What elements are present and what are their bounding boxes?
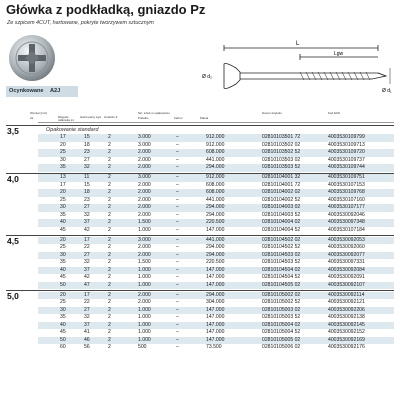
cell-pallet: 294.000 bbox=[206, 204, 225, 210]
cell-pz: 2 bbox=[108, 211, 111, 218]
cell-box: 2.000 bbox=[138, 204, 151, 210]
cell-article: 02810104003 52 bbox=[262, 211, 301, 218]
cell-length: 35 bbox=[60, 259, 66, 265]
cell-thread: 32 bbox=[84, 259, 90, 265]
cell-pallet: 441.000 bbox=[206, 156, 225, 163]
cell-box: 2.000 bbox=[138, 149, 151, 155]
col-length: Długość całkowita L1 bbox=[58, 115, 74, 123]
cell-pz: 2 bbox=[108, 226, 111, 233]
cell-length: 60 bbox=[60, 344, 66, 350]
cell-carton: – bbox=[176, 336, 179, 343]
cell-pz: 2 bbox=[108, 164, 111, 170]
cell-article: 02810105002 02 bbox=[262, 291, 301, 298]
cell-length: 45 bbox=[60, 226, 66, 233]
cell-pallet: 608.000 bbox=[206, 149, 225, 155]
cell-article: 02810104003 02 bbox=[262, 204, 301, 210]
cell-pallet: 608.000 bbox=[206, 189, 225, 195]
cell-thread: 27 bbox=[84, 306, 90, 313]
table-row bbox=[38, 282, 394, 290]
cell-box: 3.000 bbox=[138, 134, 151, 140]
diagram-label-d1: Ø d₁ bbox=[382, 88, 392, 94]
cell-box: 1.000 bbox=[138, 266, 151, 273]
cell-length: 25 bbox=[60, 299, 66, 305]
table-row bbox=[38, 204, 394, 212]
table-row bbox=[38, 322, 394, 330]
cell-thread: 23 bbox=[84, 196, 90, 203]
cell-article: 02810104503 52 bbox=[262, 259, 301, 265]
cell-pallet: 147.000 bbox=[206, 314, 225, 320]
cell-pz: 2 bbox=[108, 141, 111, 148]
cell-article: 02810105003 52 bbox=[262, 314, 301, 320]
cell-box: 1.500 bbox=[138, 259, 151, 265]
cell-ean: 4003530097348 bbox=[328, 219, 365, 225]
cell-length: 25 bbox=[60, 149, 66, 155]
cell-ean: 4003530092138 bbox=[328, 314, 365, 320]
cell-thread: 47 bbox=[84, 281, 90, 288]
cell-pallet: 294.000 bbox=[206, 211, 225, 218]
cell-length: 35 bbox=[60, 314, 66, 320]
cell-length: 20 bbox=[60, 141, 66, 148]
cell-carton: – bbox=[176, 306, 179, 313]
cell-pz: 2 bbox=[108, 134, 111, 140]
cell-pallet: 220.500 bbox=[206, 219, 225, 225]
cell-pallet: 147.000 bbox=[206, 336, 225, 343]
cell-box: 1.000 bbox=[138, 321, 151, 328]
cell-thread: 18 bbox=[84, 189, 90, 195]
page-title: Główka z podkładką, gniazdo Pz bbox=[6, 2, 206, 17]
cell-pz: 2 bbox=[108, 189, 111, 195]
cell-thread: 42 bbox=[84, 226, 90, 233]
cell-pallet: 441.000 bbox=[206, 196, 225, 203]
cell-length: 40 bbox=[60, 219, 66, 225]
cell-carton: – bbox=[176, 314, 179, 320]
cell-carton: – bbox=[176, 321, 179, 328]
cell-thread: 23 bbox=[84, 149, 90, 155]
cell-length: 30 bbox=[60, 251, 66, 258]
cell-carton: – bbox=[176, 219, 179, 225]
cell-pallet: 220.500 bbox=[206, 259, 225, 265]
cell-thread: 41 bbox=[84, 329, 90, 335]
diagram-label-l: L bbox=[296, 41, 300, 47]
cell-box: 1.000 bbox=[138, 306, 151, 313]
cell-length: 30 bbox=[60, 306, 66, 313]
cell-box: 2.000 bbox=[138, 251, 151, 258]
table-row bbox=[38, 259, 394, 267]
cell-box: 2.000 bbox=[138, 164, 151, 170]
cell-thread: 27 bbox=[84, 251, 90, 258]
cell-pz: 2 bbox=[108, 281, 111, 288]
cell-pz: 2 bbox=[108, 244, 111, 250]
cell-box: 2.000 bbox=[138, 189, 151, 195]
cell-pallet: 147.000 bbox=[206, 226, 225, 233]
cell-pz: 2 bbox=[108, 181, 111, 188]
cell-pz: 2 bbox=[108, 236, 111, 243]
col-pack-group: Szt. sztuk w opakowaniu bbox=[138, 111, 170, 115]
cell-carton: – bbox=[176, 204, 179, 210]
col-carton: Karton bbox=[174, 116, 183, 120]
col-sizes: Wymiar [mm] bbox=[30, 111, 47, 115]
table-row bbox=[38, 307, 394, 315]
cell-pz: 2 bbox=[108, 204, 111, 210]
cell-ean: 4003530092091 bbox=[328, 274, 365, 280]
cell-box: 1.500 bbox=[138, 219, 151, 225]
cell-thread: 17 bbox=[84, 236, 90, 243]
cell-ean: 4003530092046 bbox=[328, 211, 365, 218]
cell-ean: 4003530109713 bbox=[328, 141, 365, 148]
table-row bbox=[38, 134, 394, 142]
finish-bar bbox=[6, 86, 78, 97]
cell-pallet: 294.000 bbox=[206, 164, 225, 170]
cell-length: 40 bbox=[60, 266, 66, 273]
cell-ean: 4003530092077 bbox=[328, 251, 365, 258]
cell-article: 02810105004 52 bbox=[262, 329, 301, 335]
cell-thread: 11 bbox=[84, 174, 90, 180]
cell-ean: 4003530109744 bbox=[328, 164, 365, 170]
cell-article: 02810104002 52 bbox=[262, 196, 301, 203]
page-subtitle: Ze szpicem 4CUT, hartowane, pokryte tworzywem sztucznym bbox=[7, 20, 154, 26]
cell-box: 2.000 bbox=[138, 244, 151, 250]
cell-article: 02810103503 52 bbox=[262, 164, 301, 170]
cell-ean: 4003530107184 bbox=[328, 226, 365, 233]
cell-pallet: 147.000 bbox=[206, 281, 225, 288]
table-row bbox=[38, 337, 394, 345]
cell-pz: 2 bbox=[108, 196, 111, 203]
cell-thread: 22 bbox=[84, 244, 90, 250]
cell-box: 1.000 bbox=[138, 226, 151, 233]
cell-pz: 2 bbox=[108, 336, 111, 343]
cell-article: 02810104002 02 bbox=[262, 189, 301, 195]
cell-length: 35 bbox=[60, 164, 66, 170]
table-row bbox=[38, 142, 394, 150]
cell-article: 02810104502 02 bbox=[262, 236, 301, 243]
cell-thread: 46 bbox=[84, 336, 90, 343]
cell-carton: – bbox=[176, 244, 179, 250]
group-diameter-label: 5,0 bbox=[7, 291, 19, 301]
cell-pallet: 304.000 bbox=[206, 299, 225, 305]
table-row bbox=[38, 244, 394, 252]
col-ean: Kod EAN bbox=[328, 111, 340, 115]
cell-pz: 2 bbox=[108, 329, 111, 335]
cell-pz: 2 bbox=[108, 251, 111, 258]
cell-article: 02810104001 32 bbox=[262, 174, 301, 180]
cell-box: 2.000 bbox=[138, 211, 151, 218]
cell-carton: – bbox=[176, 274, 179, 280]
cell-length: 35 bbox=[60, 211, 66, 218]
cell-length: 25 bbox=[60, 244, 66, 250]
cell-article: 02810104502 52 bbox=[262, 244, 301, 250]
cell-pz: 2 bbox=[108, 274, 111, 280]
cell-ean: 4003530109751 bbox=[328, 174, 365, 180]
cell-thread: 32 bbox=[84, 211, 90, 218]
table-row bbox=[38, 219, 394, 227]
cell-pz: 2 bbox=[108, 174, 111, 180]
cell-pallet: 147.000 bbox=[206, 274, 225, 280]
table-row bbox=[38, 274, 394, 282]
cell-thread: 37 bbox=[84, 219, 90, 225]
cell-ean: 4003530092176 bbox=[328, 344, 365, 350]
cell-box: 3.000 bbox=[138, 174, 151, 180]
cell-carton: – bbox=[176, 211, 179, 218]
cell-carton: – bbox=[176, 181, 179, 188]
cell-thread: 42 bbox=[84, 274, 90, 280]
cell-article: 02810105004 02 bbox=[262, 321, 301, 328]
cell-length: 17 bbox=[60, 181, 66, 188]
cell-ean: 4003530092060 bbox=[328, 244, 365, 250]
cell-pallet: 912.000 bbox=[206, 134, 225, 140]
cell-ean: 4003530092107 bbox=[328, 281, 365, 288]
cell-ean: 4003530092114 bbox=[328, 291, 365, 298]
cell-thread: 27 bbox=[84, 156, 90, 163]
cell-article: 02810104504 02 bbox=[262, 266, 301, 273]
cell-pallet: 294.000 bbox=[206, 244, 225, 250]
table-row bbox=[38, 299, 394, 307]
cell-pallet: 147.000 bbox=[206, 321, 225, 328]
cell-article: 02810104001 72 bbox=[262, 181, 301, 188]
cell-carton: – bbox=[176, 141, 179, 148]
cell-ean: 4003530092053 bbox=[328, 236, 365, 243]
cell-carton: – bbox=[176, 299, 179, 305]
cell-carton: – bbox=[176, 329, 179, 335]
cell-length: 20 bbox=[60, 189, 66, 195]
cell-article: 02810104004 02 bbox=[262, 219, 301, 225]
cell-box: 1.000 bbox=[138, 329, 151, 335]
cell-article: 02810103502 02 bbox=[262, 141, 301, 148]
diagram-label-lgw: Lgw bbox=[334, 51, 344, 57]
cell-pallet: 912.000 bbox=[206, 141, 225, 148]
cell-carton: – bbox=[176, 266, 179, 273]
cell-article: 02810104503 02 bbox=[262, 251, 301, 258]
col-pallet: Paleta bbox=[200, 116, 209, 120]
cell-pallet: 608.000 bbox=[206, 181, 225, 188]
cell-article: 02810105003 02 bbox=[262, 306, 301, 313]
finish-name: Ocynkowane bbox=[9, 88, 44, 94]
cell-thread: 32 bbox=[84, 314, 90, 320]
cell-article: 02810103503 02 bbox=[262, 156, 301, 163]
cell-ean: 4003530109737 bbox=[328, 156, 365, 163]
cell-thread: 32 bbox=[84, 164, 90, 170]
cell-length: 45 bbox=[60, 329, 66, 335]
cell-ean: 4003530092152 bbox=[328, 329, 365, 335]
cell-carton: – bbox=[176, 156, 179, 163]
group-diameter-label: 4,0 bbox=[7, 173, 19, 184]
cell-ean: 4003530092121 bbox=[328, 299, 365, 305]
pack-type-label: Opakowanie standard bbox=[46, 127, 99, 133]
cell-ean: 4003530092145 bbox=[328, 321, 365, 328]
cell-article: 02810103501 72 bbox=[262, 134, 301, 140]
cell-pallet: 294.000 bbox=[206, 291, 225, 298]
cell-pz: 2 bbox=[108, 291, 111, 298]
cell-pallet: 147.000 bbox=[206, 266, 225, 273]
cell-box: 3.000 bbox=[138, 236, 151, 243]
cell-carton: – bbox=[176, 236, 179, 243]
product-table bbox=[0, 125, 400, 400]
cell-pallet: 73.500 bbox=[206, 344, 222, 350]
cell-box: 2.000 bbox=[138, 299, 151, 305]
cell-article: 02810104004 52 bbox=[262, 226, 301, 233]
cell-box: 2.000 bbox=[138, 181, 151, 188]
table-row bbox=[38, 252, 394, 260]
cell-carton: – bbox=[176, 174, 179, 180]
cell-thread: 15 bbox=[84, 181, 90, 188]
table-row bbox=[38, 174, 394, 182]
cell-thread: 37 bbox=[84, 266, 90, 273]
cell-pz: 2 bbox=[108, 259, 111, 265]
cell-ean: 4003530107160 bbox=[328, 196, 365, 203]
cell-pz: 2 bbox=[108, 219, 111, 225]
col-article: Numer artykułu bbox=[262, 111, 282, 115]
cell-ean: 4003530092169 bbox=[328, 336, 365, 343]
table-row bbox=[38, 149, 394, 157]
cell-length: 50 bbox=[60, 336, 66, 343]
table-row bbox=[38, 227, 394, 235]
cell-carton: – bbox=[176, 189, 179, 195]
cell-box: 1.000 bbox=[138, 274, 151, 280]
cell-carton: – bbox=[176, 226, 179, 233]
cell-pallet: 147.000 bbox=[206, 306, 225, 313]
cell-carton: – bbox=[176, 149, 179, 155]
table-row bbox=[38, 267, 394, 275]
cell-length: 25 bbox=[60, 196, 66, 203]
table-row bbox=[38, 157, 394, 165]
diagram-label-d2: Ø d₂ bbox=[202, 74, 212, 80]
cell-length: 17 bbox=[60, 134, 66, 140]
cell-box: 2.000 bbox=[138, 196, 151, 203]
cell-pallet: 147.000 bbox=[206, 329, 225, 335]
cell-ean: 4003530107153 bbox=[328, 181, 365, 188]
cell-thread: 56 bbox=[84, 344, 90, 350]
col-thread: Gwint pełny Lgw bbox=[80, 115, 102, 119]
cell-carton: – bbox=[176, 281, 179, 288]
cell-box: 2.000 bbox=[138, 156, 151, 163]
cell-thread: 17 bbox=[84, 291, 90, 298]
group-diameter-label: 4,5 bbox=[7, 236, 19, 246]
cell-article: 02810105006 02 bbox=[262, 344, 301, 350]
group-diameter-label: 3,5 bbox=[7, 126, 19, 136]
cell-pz: 2 bbox=[108, 266, 111, 273]
cell-article: 02810104504 52 bbox=[262, 274, 301, 280]
cell-carton: – bbox=[176, 344, 179, 350]
cell-box: 2.000 bbox=[138, 291, 151, 298]
cell-ean: 4003530109799 bbox=[328, 134, 365, 140]
cell-box: 1.000 bbox=[138, 336, 151, 343]
table-row bbox=[38, 237, 394, 245]
cell-pz: 2 bbox=[108, 299, 111, 305]
cell-thread: 22 bbox=[84, 299, 90, 305]
cell-carton: – bbox=[176, 164, 179, 170]
cell-length: 13 bbox=[60, 174, 66, 180]
table-row bbox=[38, 212, 394, 220]
cell-length: 30 bbox=[60, 204, 66, 210]
cell-length: 40 bbox=[60, 321, 66, 328]
finish-grade: A2J bbox=[50, 88, 61, 94]
table-row bbox=[38, 292, 394, 300]
cell-pz: 2 bbox=[108, 344, 111, 350]
cell-thread: 18 bbox=[84, 141, 90, 148]
screw-diagram bbox=[200, 30, 396, 102]
table-row bbox=[38, 314, 394, 322]
cell-carton: – bbox=[176, 291, 179, 298]
table-row bbox=[38, 197, 394, 205]
cell-carton: – bbox=[176, 259, 179, 265]
cell-carton: – bbox=[176, 196, 179, 203]
cell-length: 50 bbox=[60, 281, 66, 288]
table-row bbox=[38, 182, 394, 190]
cell-ean: 4003530109768 bbox=[328, 189, 365, 195]
cell-article: 02810105002 52 bbox=[262, 299, 301, 305]
table-row bbox=[38, 344, 394, 352]
cell-article: 02810103502 52 bbox=[262, 149, 301, 155]
cell-thread: 37 bbox=[84, 321, 90, 328]
cell-pallet: 441.000 bbox=[206, 236, 225, 243]
group-divider bbox=[6, 125, 394, 126]
cell-ean: 4003530107177 bbox=[328, 204, 365, 210]
cell-box: 1.000 bbox=[138, 281, 151, 288]
table-row bbox=[38, 329, 394, 337]
table-row bbox=[38, 164, 394, 172]
cell-length: 45 bbox=[60, 274, 66, 280]
cell-ean: 4003530109720 bbox=[328, 149, 365, 155]
cell-carton: – bbox=[176, 251, 179, 258]
cell-thread: 15 bbox=[84, 134, 90, 140]
cell-length: 30 bbox=[60, 156, 66, 163]
cell-length: 20 bbox=[60, 236, 66, 243]
cell-length: 20 bbox=[60, 291, 66, 298]
cell-ean: 4003530092084 bbox=[328, 266, 365, 273]
cell-pz: 2 bbox=[108, 314, 111, 320]
cell-pz: 2 bbox=[108, 156, 111, 163]
col-d: d1 bbox=[30, 116, 34, 120]
cell-pallet: 912.000 bbox=[206, 174, 225, 180]
header-divider bbox=[38, 122, 394, 123]
col-pz: Gniazdo Z bbox=[104, 115, 118, 119]
cell-article: 02810104505 02 bbox=[262, 281, 301, 288]
cell-pz: 2 bbox=[108, 306, 111, 313]
cell-thread: 27 bbox=[84, 204, 90, 210]
cell-box: 500 bbox=[138, 344, 147, 350]
cell-box: 3.000 bbox=[138, 141, 151, 148]
cell-carton: – bbox=[176, 134, 179, 140]
col-box: Pudełko bbox=[138, 116, 149, 120]
cell-pz: 2 bbox=[108, 321, 111, 328]
cell-pz: 2 bbox=[108, 149, 111, 155]
cell-pallet: 294.000 bbox=[206, 251, 225, 258]
cell-article: 02810105005 02 bbox=[262, 336, 301, 343]
cell-box: 1.000 bbox=[138, 314, 151, 320]
cell-ean: 4003530097331 bbox=[328, 259, 365, 265]
table-row bbox=[38, 189, 394, 197]
cell-ean: 4003530092206 bbox=[328, 306, 365, 313]
